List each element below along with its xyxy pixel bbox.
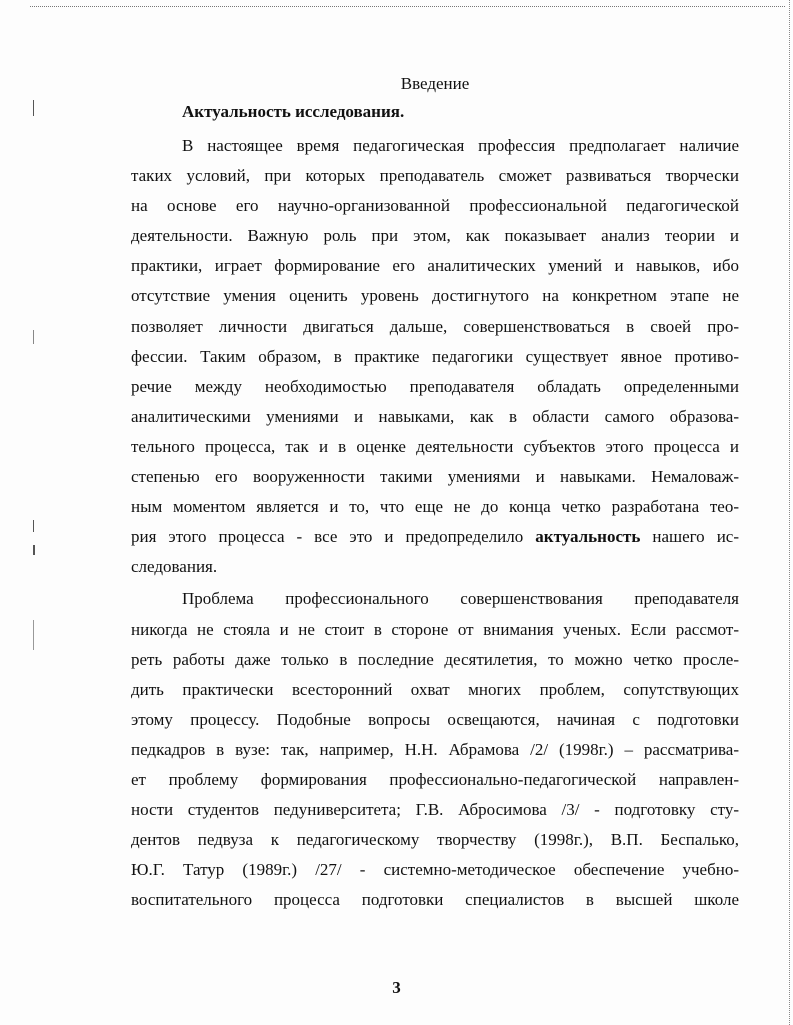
paragraph-line: речие между необходимостью преподавателя обладать определенными [131, 376, 739, 396]
paragraph-line: степенью его вооруженности такими умениями и навыками. Немаловаж- [131, 467, 739, 487]
paragraph-1 [131, 131, 739, 582]
paragraph-2 [131, 584, 739, 915]
paragraph-text: рия этого процесса - все это и предопределило [131, 527, 536, 547]
paragraph-line-mixed [131, 522, 739, 552]
paragraph-line: Ю.Г. Татур (1989г.) /27/ - системно-методическое обеспечение учебно- [131, 860, 739, 880]
paragraph-line: следования. [131, 557, 218, 577]
scan-right-edge [788, 0, 790, 1025]
scan-left-mark [33, 545, 35, 555]
paragraph-line: на основе его научно-организованной профессиональной педагогической [131, 196, 739, 216]
paragraph-line: этому процессу. Подобные вопросы освещаются, начиная с подготовки [131, 709, 739, 729]
document-body [131, 72, 739, 915]
scan-left-mark [33, 520, 34, 532]
paragraph-line: никогда не стояла и не стоит в стороне от внимания ученых. Если рассмот- [131, 619, 739, 639]
paragraph-line: таких условий, при которых преподаватель сможет развиваться творчески [131, 166, 739, 186]
paragraph-line: практики, играет формирование его аналитических умений и навыков, ибо [131, 256, 739, 276]
section-heading: Введение [400, 74, 470, 93]
paragraph-line: ности студентов педуниверситета; Г.В. Абросимова /3/ - подготовку сту- [131, 800, 739, 820]
scan-left-mark [33, 620, 34, 650]
paragraph-line: ет проблему формирования профессионально-педагогической направлен- [131, 769, 739, 789]
paragraph-line: Проблема профессионального совершенствования преподавателя [182, 589, 739, 609]
paragraph-text: нашего ис- [640, 527, 739, 547]
paragraph-line: фессии. Таким образом, в практике педагогики существует явное противо- [131, 346, 739, 366]
paragraph-line: дентов педвуза к педагогическому творчеству (1998г.), В.П. Беспалько, [131, 830, 739, 850]
paragraph-line: аналитическими умениями и навыками, как в области самого образова- [131, 406, 739, 426]
emphasized-word: актуальность [535, 527, 641, 547]
paragraph-line: воспитательного процесса подготовки специалистов в высшей школе [131, 890, 739, 910]
paragraph-line: позволяет личности двигаться дальше, совершенствоваться в своей про- [131, 316, 739, 336]
scan-left-mark [33, 100, 34, 116]
paragraph-line: отсутствие умения оценить уровень достигнутого на конкретном этапе не [131, 286, 739, 306]
paragraph-line: В настоящее время педагогическая профессия предполагает наличие [182, 136, 739, 155]
page-number: 3 [392, 978, 401, 997]
scan-left-mark [33, 330, 34, 344]
paragraph-line: деятельности. Важную роль при этом, как показывает анализ теории и [131, 226, 739, 246]
paragraph-line: реть работы даже только в последние десятилетия, то можно четко просле- [131, 649, 739, 669]
paragraph-line: дить практически всесторонний охват многих проблем, сопутствующих [131, 679, 739, 699]
paragraph-line: педкадров в вузе: так, например, Н.Н. Абрамова /2/ (1998г.) – рассматрива- [131, 739, 739, 759]
paragraph-line: ным моментом является и то, что еще не до конца четко разработана тео- [131, 497, 739, 517]
section-subheading: Актуальность исследования. [182, 102, 405, 121]
scan-top-edge [30, 6, 785, 8]
paragraph-line: тельного процесса, так и в оценке деятельности субъектов этого процесса и [131, 436, 739, 456]
